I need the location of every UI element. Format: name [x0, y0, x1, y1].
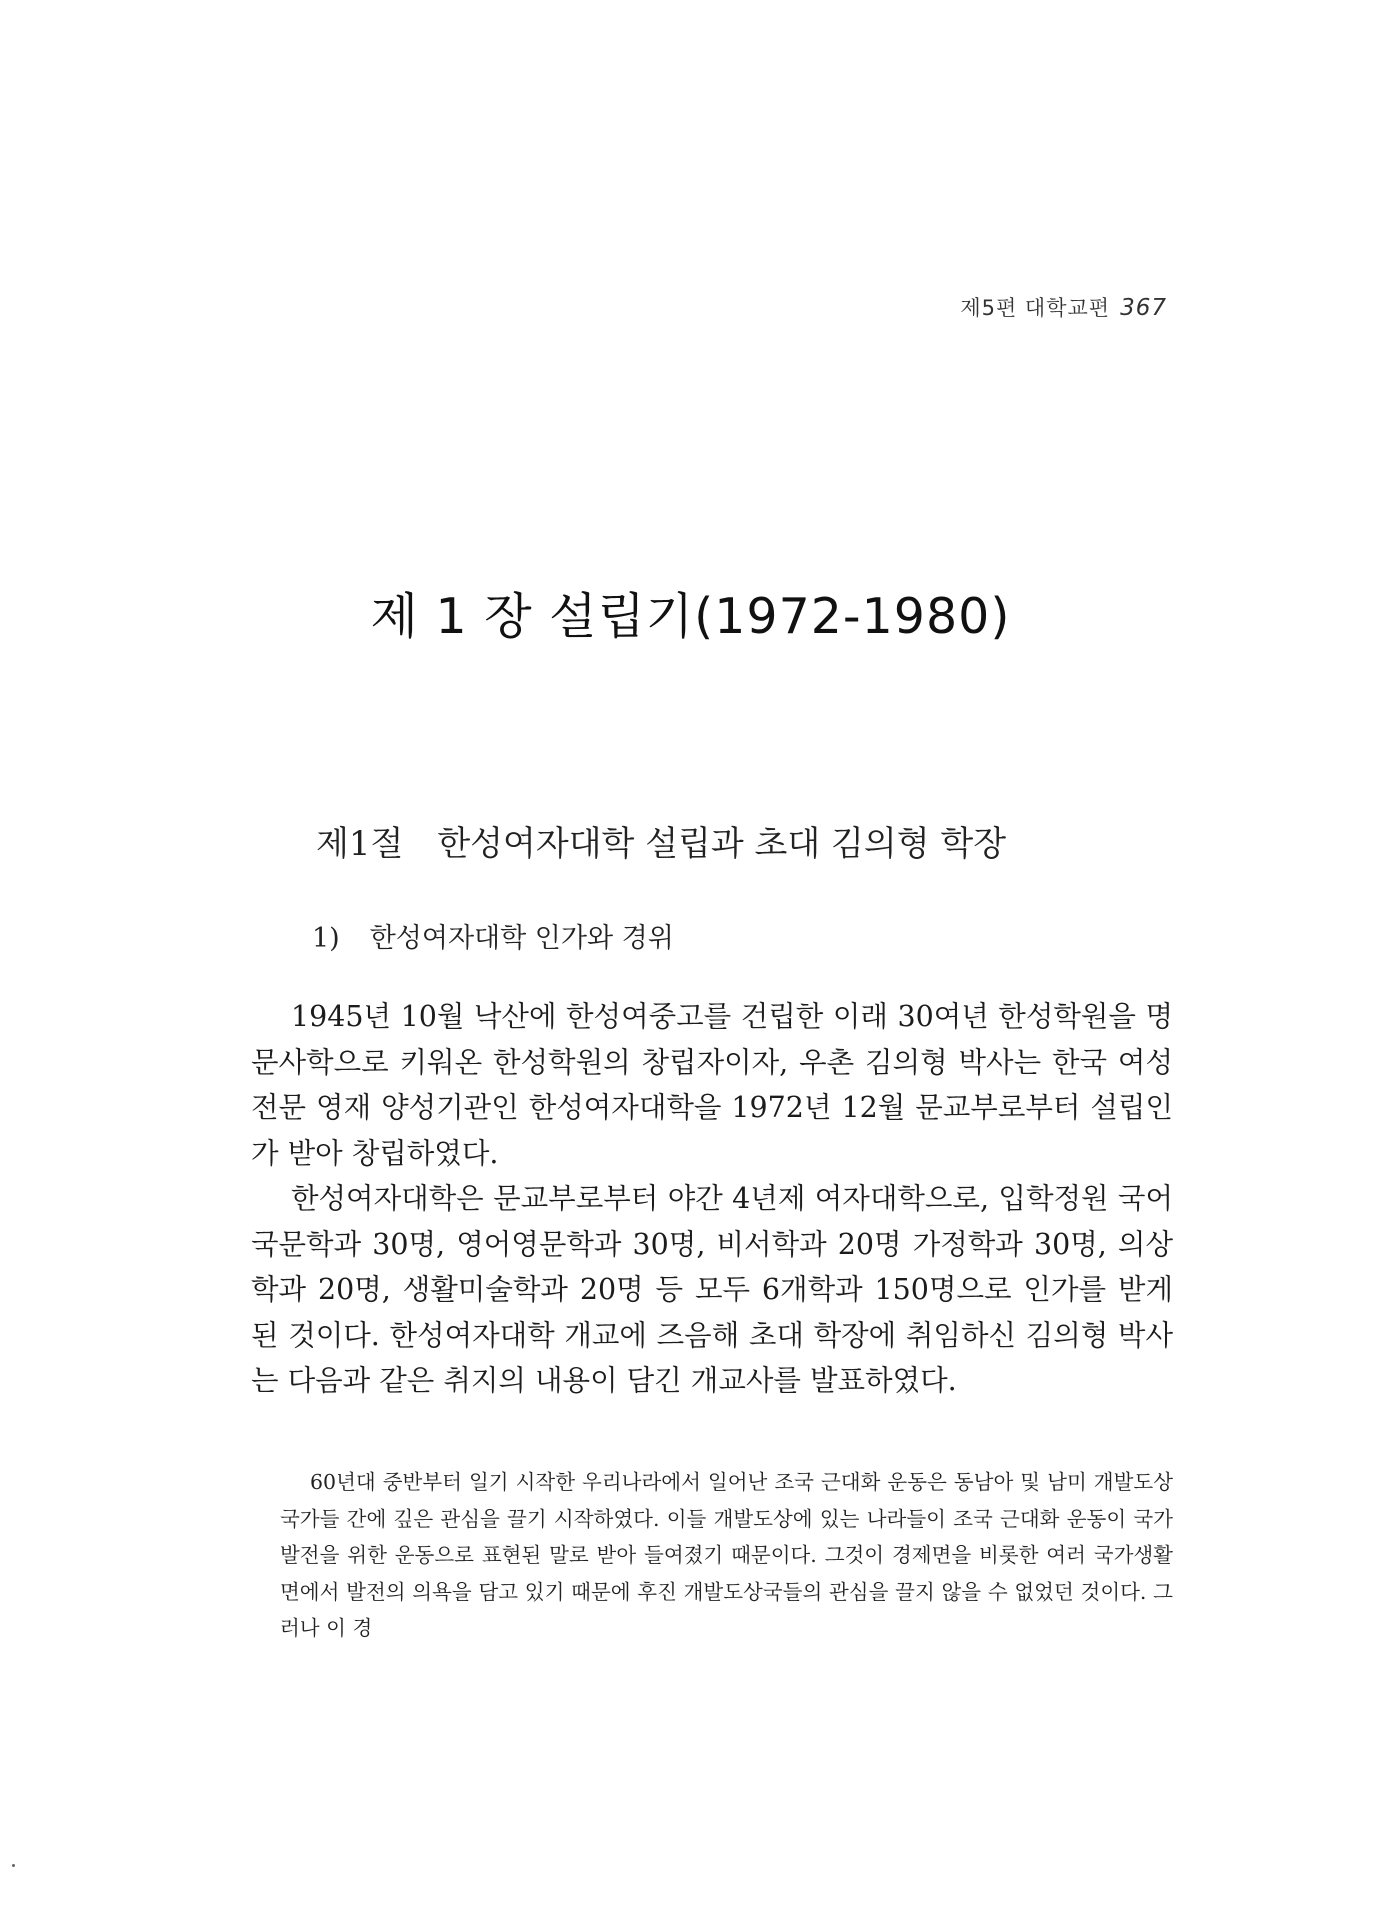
scan-speck [12, 1864, 15, 1867]
page-number: 367 [1120, 295, 1167, 321]
running-title: 제5편 대학교편 [960, 296, 1111, 320]
body-paragraph-2: 한성여자대학은 문교부로부터 야간 4년제 여자대학으로, 입학정원 국어국문학과 30명, 영어영문학과 30명, 비서학과 20명 가정학과 30명, 의상학과 20명, 생활미술학과 20명 등 모두 6개학과 150명으로 인가를 받게 된 것이다. 한성여자대학 개교에 즈음해 초대 학장에 취임하신 김의형 박사는 다음과 같은 취지의 내용이 담긴 개교사를 발표하였다. [251, 1182, 1173, 1397]
body-paragraph-1: 1945년 10월 낙산에 한성여중고를 건립한 이래 30여년 한성학원을 명문사학으로 키워온 한성학원의 창립자이자, 우촌 김의형 박사는 한국 여성 전문 영재 양성기관인 한성여자대학을 1972년 12월 문교부로부터 설립인가 받아 창립하였다. [251, 1000, 1173, 1170]
quoted-address [280, 1464, 1173, 1647]
section-heading [316, 816, 1006, 865]
body-text [251, 994, 1173, 1404]
subsection-title: 한성여자대학 인가와 경위 [369, 923, 674, 954]
running-header [960, 292, 1167, 322]
quote-paragraph: 60년대 중반부터 일기 시작한 우리나라에서 일어난 조국 근대화 운동은 동남아 및 남미 개발도상국가들 간에 깊은 관심을 끌기 시작하였다. 이들 개발도상에 있는 나라들이 조국 근대화 운동이 국가발전을 위한 운동으로 표현된 말로 받아 들여졌기 때문이다. 그것이 경제면을 비롯한 여러 국가생활면에서 발전의 의욕을 담고 있기 때문에 후진 개발도상국들의 관심을 끌지 않을 수 없었던 것이다. 그러나 이 경 [280, 1470, 1173, 1640]
section-title: 한성여자대학 설립과 초대 김의형 학장 [437, 824, 1007, 864]
subsection-heading [312, 916, 674, 955]
chapter-title: 제 1 장 설립기(1972-1980) [370, 588, 1011, 645]
subsection-number: 1) [312, 923, 340, 954]
section-number: 제1절 [316, 824, 404, 864]
